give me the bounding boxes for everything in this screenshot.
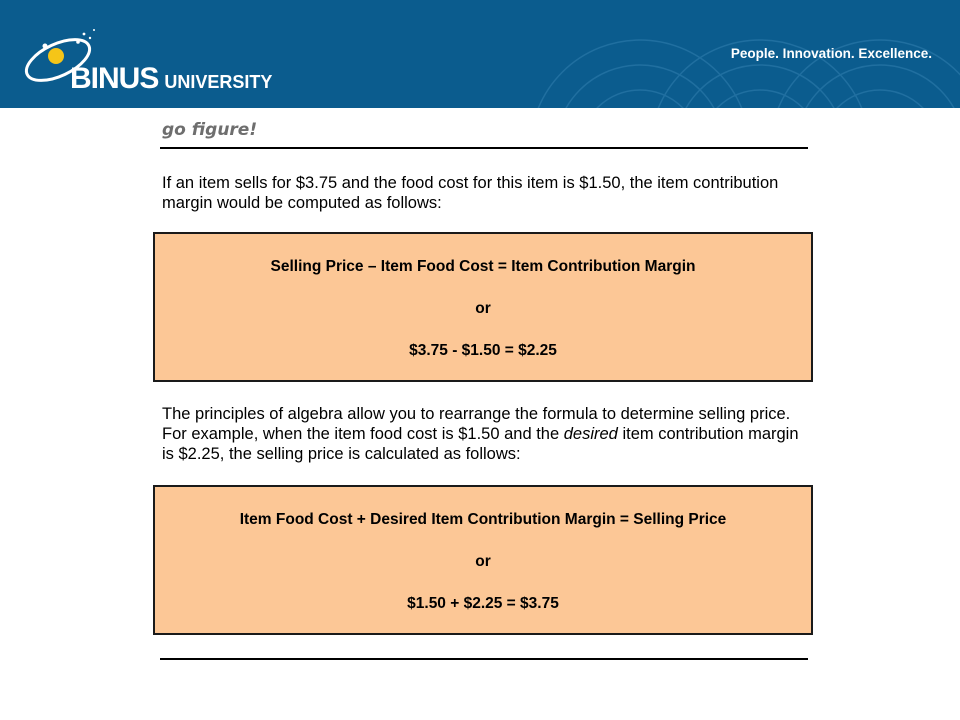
formula-or: or: [475, 553, 491, 570]
algebra-paragraph-start: The principles of algebra allow you to rearrange the formula to determine selling price. For example, when the item food cost is $1.50 and the: [162, 405, 791, 443]
formula-box-selling-price: [153, 485, 813, 635]
formula-box-contribution-margin: [153, 232, 813, 382]
algebra-paragraph-end: item contribution margin is $2.25, the selling price is calculated as follows:: [162, 425, 799, 463]
formula-line: Item Food Cost + Desired Item Contribution Margin = Selling Price: [239, 511, 727, 528]
bottom-divider: [160, 658, 808, 660]
formula-or: or: [475, 300, 491, 317]
emphasis-desired: desired: [563, 425, 618, 443]
logo-binus-text: BINUS: [70, 62, 159, 95]
logo-university-text: UNIVERSITY: [164, 72, 273, 92]
tagline: People. Innovation. Excellence.: [730, 46, 932, 61]
binus-logo: [20, 22, 290, 102]
header-banner: [0, 0, 960, 108]
formula-example: $3.75 - $1.50 = $2.25: [409, 342, 557, 359]
section-title: go figure!: [162, 120, 258, 140]
top-divider: [160, 147, 808, 149]
formula-line: Selling Price – Item Food Cost = Item Contribution Margin: [270, 258, 696, 275]
formula-example: $1.50 + $2.25 = $3.75: [407, 595, 559, 612]
algebra-paragraph: [162, 404, 812, 464]
intro-paragraph: If an item sells for $3.75 and the food cost for this item is $1.50, the item contribution margin would be computed as follows:: [162, 174, 779, 212]
logo-wordmark: [70, 62, 272, 96]
